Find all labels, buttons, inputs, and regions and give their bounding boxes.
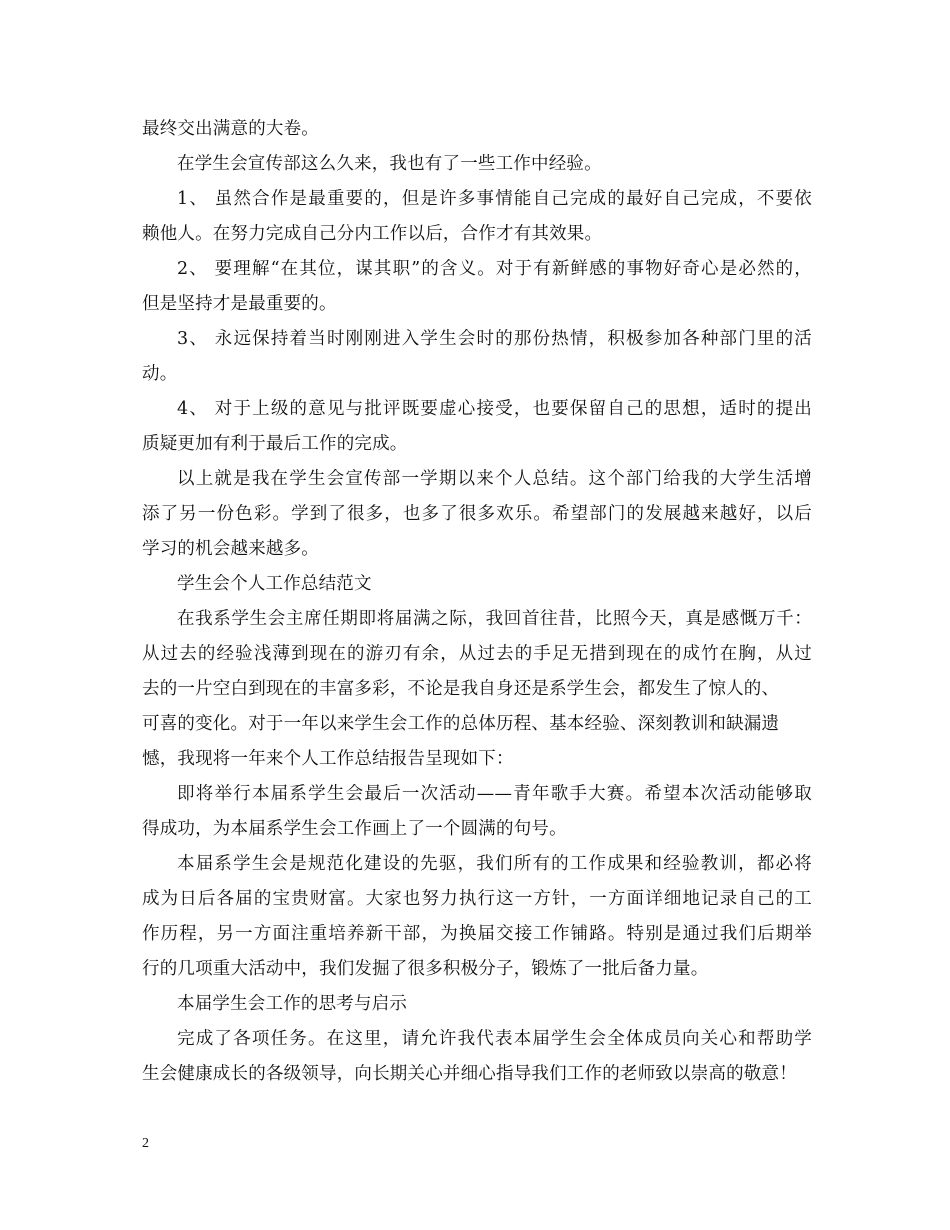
paragraph-line: 学习的机会越来越多。 xyxy=(142,539,319,559)
list-item-1-text: 1、 虽然合作是最重要的，但是许多事情能自己完成的最好自己完成，不要依 xyxy=(177,189,812,209)
paragraph-line: 得成功，为本届系学生会工作画上了一个圆满的句号。 xyxy=(142,819,567,839)
paragraph-line: 即将举行本届系学生会最后一次活动——青年歌手大赛。希望本次活动能够取 xyxy=(177,784,812,804)
paragraph-line: 可喜的变化。对于一年以来学生会工作的总体历程、基本经验、深刻教训和缺漏遗 xyxy=(142,714,780,734)
list-item-3-text: 3、 永远保持着当时刚刚进入学生会时的那份热情，积极参加各种部门里的活 xyxy=(177,329,812,349)
paragraph-line: 行的几项重大活动中，我们发掘了很多积极分子，锻炼了一批后备力量。 xyxy=(142,959,709,979)
paragraph-line: 以上就是我在学生会宣传部一学期以来个人总结。这个部门给我的大学生活增 xyxy=(177,469,812,489)
paragraph-line: 去的一片空白到现在的丰富多彩，不论是我自身还是系学生会，都发生了惊人的、 xyxy=(142,679,780,699)
text-line: 在学生会宣传部这么久来，我也有了一些工作中经验。 xyxy=(177,154,602,174)
page-number: 2 xyxy=(142,1136,149,1151)
section-heading: 学生会个人工作总结范文 xyxy=(177,574,372,594)
paragraph-line: 在我系学生会主席任期即将届满之际，我回首往昔，比照今天，真是感慨万千： xyxy=(177,609,812,629)
list-item-2-text: 2、 要理解“在其位，谋其职”的含义。对于有新鲜感的事物好奇心是必然的， xyxy=(177,259,812,279)
list-item-4-text: 4、 对于上级的意见与批评既要虚心接受，也要保留自己的思想，适时的提出 xyxy=(177,399,812,419)
text-line: 质疑更加有利于最后工作的完成。 xyxy=(142,434,408,454)
text-line: 但是坚持才是最重要的。 xyxy=(142,294,337,314)
paragraph-line: 添了另一份色彩。学到了很多，也多了很多欢乐。希望部门的发展越来越好，以后 xyxy=(142,504,812,524)
paragraph-line: 憾，我现将一年来个人工作总结报告呈现如下： xyxy=(142,749,514,769)
paragraph-line: 生会健康成长的各级领导，向长期关心并细心指导我们工作的老师致以崇高的敬意！ xyxy=(142,1064,797,1084)
paragraph-line: 作历程，另一方面注重培养新干部，为换届交接工作铺路。特别是通过我们后期举 xyxy=(142,924,812,944)
text-line: 动。 xyxy=(142,364,178,384)
paragraph-line: 从过去的经验浅薄到现在的游刃有余，从过去的手足无措到现在的成竹在胸，从过 xyxy=(142,644,812,664)
text-line: 赖他人。在努力完成自己分内工作以后，合作才有其效果。 xyxy=(142,224,603,244)
paragraph-line: 本届系学生会是规范化建设的先驱，我们所有的工作成果和经验教训，都必将 xyxy=(177,854,812,874)
paragraph-line: 成为日后各届的宝贵财富。大家也努力执行这一方针，一方面详细地记录自己的工 xyxy=(142,889,812,909)
section-heading: 本届学生会工作的思考与启示 xyxy=(177,994,408,1014)
paragraph-line: 完成了各项任务。在这里，请允许我代表本届学生会全体成员向关心和帮助学 xyxy=(177,1029,812,1049)
text-line: 最终交出满意的大卷。 xyxy=(142,119,319,139)
